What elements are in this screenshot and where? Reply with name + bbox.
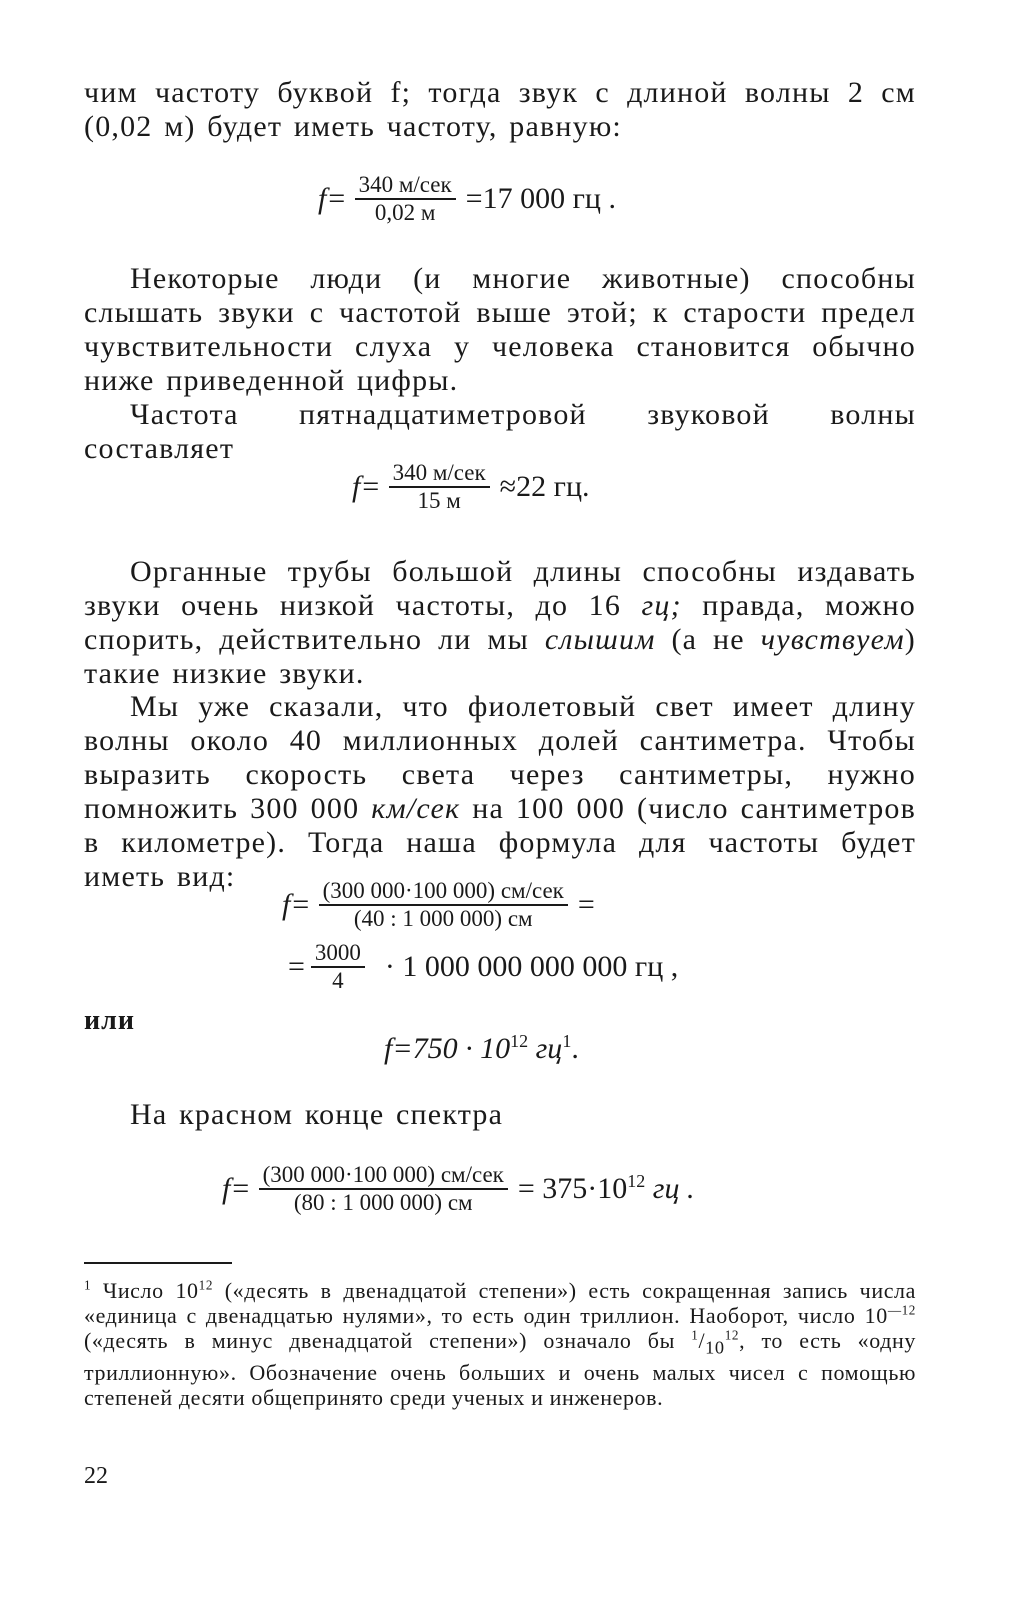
text-run: («десять в двенадцатой степени») есть сокращенная запись числа «единица с двенадцатью нулями», то есть один триллион. Наоборот, число 10 — [84, 1278, 917, 1328]
footnote-mark: 1 — [562, 1031, 572, 1051]
fraction-denominator: (40 : 1 000 000) см — [353, 905, 533, 931]
page-number: 22 — [84, 1463, 108, 1489]
formula-rhs: ≈22 гц. — [499, 469, 590, 503]
exponent: 12 — [510, 1031, 529, 1051]
fraction-denominator: (80 : 1 000 000) см — [293, 1189, 473, 1215]
text-run-italic: слышим — [544, 623, 656, 656]
formula-violet-step1 — [282, 878, 595, 932]
formula-violet-step2 — [284, 940, 678, 994]
text-run: ) такие низкие звуки. — [84, 623, 916, 690]
fraction-numerator: (300 000·100 000) см/сек — [322, 878, 564, 903]
paragraph-hearing-limit: Некоторые люди (и многие животные) способны слышать звуки с частотой выше этой; к старости предел чувствительности слуха у человека становится обычно ниже приведенной цифры. — [84, 262, 916, 397]
exponent: 12 — [627, 1170, 646, 1191]
text-run: , то есть «одну триллионную». Обозначение очень больших и очень малых чисел с помощью степеней десяти общепринято среди ученых и инженеров. — [84, 1328, 916, 1411]
formula-frequency-15m — [352, 460, 590, 514]
footnote-number: 1 — [84, 1277, 92, 1293]
paragraph-15m-wave: Частота пятнадцатиметровой звуковой волны составляет — [84, 398, 916, 465]
exponent: —12 — [887, 1302, 916, 1318]
fraction — [319, 878, 568, 932]
fraction-denominator: 4 — [332, 967, 344, 993]
paragraph-red-end: На красном конце спектра — [130, 1098, 504, 1131]
formula-lhs: f= — [222, 1171, 251, 1205]
text-run: (а не — [655, 623, 761, 656]
formula-rhs: =17 000 гц . — [465, 181, 616, 215]
formula-rhs: · 1 000 000 000 000 гц , — [384, 949, 679, 983]
period: . — [571, 1032, 579, 1065]
text-run-italic: гц; — [641, 589, 682, 622]
fraction-numerator: (300 000·100 000) см/сек — [262, 1162, 504, 1187]
paragraph-violet-light — [84, 690, 916, 894]
text-run: правда, можно спорить, действительно ли мы — [84, 589, 917, 656]
formula-lhs: f= — [352, 469, 381, 503]
unit: гц . — [645, 1171, 695, 1205]
formula-red-end — [222, 1162, 695, 1216]
formula-text — [384, 1032, 579, 1066]
subscript: 10 — [705, 1337, 725, 1358]
exponent: 12 — [724, 1327, 740, 1343]
exponent: 12 — [198, 1277, 214, 1293]
fraction — [389, 460, 490, 514]
unit: гц — [528, 1032, 563, 1065]
fraction-numerator: 340 м/сек — [358, 172, 452, 197]
paragraph-intro: чим частоту буквой f; тогда звук с длиной волны 2 см (0,02 м) будет иметь частоту, равную: — [84, 76, 916, 143]
paragraph-organ-pipes — [84, 555, 916, 691]
formula-frequency-2cm — [318, 172, 616, 226]
formula-lhs: f= — [282, 887, 311, 921]
formula-value: = 375·10 — [517, 1171, 628, 1205]
text-run: («десять в минус двенадцатой степени») означало бы — [84, 1328, 692, 1353]
text-run: Мы уже сказали, что фиолетовый свет имеет длину волны около 40 миллионных долей сантиметра. Чтобы выразить скорость света через сантиметры, нужно помножить 300 000 — [84, 690, 916, 825]
text-run-italic: чувствуем — [760, 623, 905, 656]
fraction — [355, 172, 456, 226]
footnote-divider — [84, 1262, 232, 1264]
formula-main: f=750 · 10 — [384, 1032, 511, 1065]
text-run-italic: км/сек — [371, 792, 461, 825]
text-run: Органные трубы большой длины способны издавать звуки очень низкой частоты, до 16 — [84, 555, 916, 622]
formula-rhs: = — [577, 887, 595, 921]
formula-lhs: = — [288, 949, 305, 983]
exponent: 1 — [691, 1327, 699, 1343]
fraction-denominator: 0,02 м — [374, 199, 436, 225]
text-run: / — [698, 1328, 706, 1353]
formula-rhs — [518, 1172, 695, 1206]
text-run: Число 10 — [91, 1278, 199, 1303]
text-run: на 100 000 (число сантиметров в километре). Тогда наша формула для частоты будет иметь вид: — [84, 792, 916, 893]
formula-lhs: f= — [318, 181, 347, 215]
fraction-numerator: 3000 — [314, 940, 361, 965]
word-or: или — [84, 1005, 135, 1036]
fraction-denominator: 15 м — [417, 487, 461, 513]
fraction-numerator: 340 м/сек — [392, 460, 486, 485]
fraction — [259, 1162, 508, 1216]
footnote — [84, 1278, 916, 1410]
formula-violet-result — [380, 1032, 579, 1066]
fraction — [311, 940, 365, 994]
